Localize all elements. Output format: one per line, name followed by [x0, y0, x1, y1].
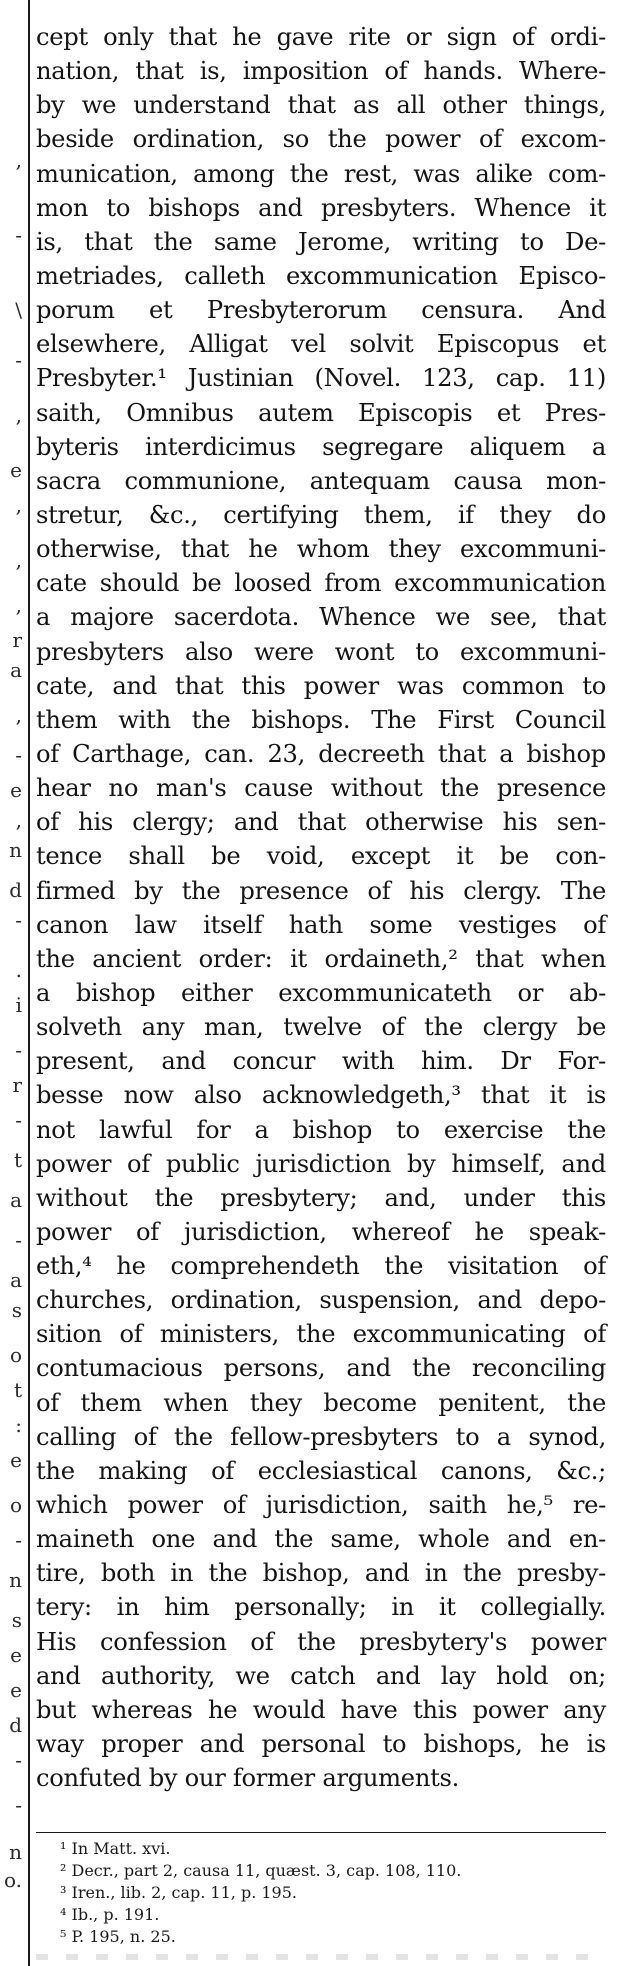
- text-line: of his clergy; and that otherwise his sen-: [36, 808, 606, 837]
- gutter-mark: ,: [15, 495, 22, 515]
- footnote-3: ³ Iren., lib. 2, cap. 11, p. 195.: [60, 1883, 297, 1902]
- gutter-mark: e: [10, 460, 22, 480]
- text-line: mon to bishops and presbyters. Whence it: [36, 193, 606, 222]
- footnote-5: ⁵ P. 195, n. 25.: [60, 1927, 176, 1946]
- gutter-mark: :: [15, 1415, 22, 1435]
- text-line: besse now also acknowledgeth,³ that it is: [36, 1081, 606, 1110]
- column-rule: [28, 0, 30, 1966]
- text-line: metriades, calleth excommunication Episco-: [36, 261, 606, 290]
- text-line: tence shall be void, except it be con-: [36, 842, 606, 871]
- footnotes: [60, 1838, 600, 1948]
- gutter-mark: -: [15, 910, 22, 930]
- text-line: churches, ordination, suspension, and depo-: [36, 1286, 606, 1315]
- text-line: a majore sacerdota. Whence we see, that: [36, 603, 606, 632]
- gutter-mark: -: [15, 1040, 22, 1060]
- footnote-2: ² Decr., part 2, causa 11, quæst. 3, cap. 108, 110.: [60, 1861, 462, 1880]
- text-line: porum et Presbyterorum censura. And: [36, 296, 606, 325]
- text-line: confuted by our former arguments.: [36, 1764, 460, 1793]
- gutter-mark: i: [15, 995, 22, 1015]
- text-line: eth,⁴ he comprehendeth the visitation of: [36, 1252, 606, 1281]
- gutter-mark: ,: [15, 405, 22, 425]
- gutter-mark: t: [13, 1380, 22, 1400]
- text-line: power of public jurisdiction by himself, and: [36, 1149, 606, 1178]
- gutter-mark: -: [15, 1795, 22, 1815]
- text-line: stretur, &c., certifying them, if they do: [36, 500, 606, 529]
- gutter-mark: e: [10, 1680, 22, 1700]
- text-line: calling of the fellow-presbyters to a synod,: [36, 1422, 606, 1451]
- text-line: saith, Omnibus autem Episcopis et Pres-: [36, 398, 606, 427]
- text-line: His confession of the presbytery's power: [36, 1627, 606, 1656]
- body-text: [36, 20, 606, 1795]
- text-line: sacra communione, antequam causa mon-: [36, 466, 606, 495]
- text-line: elsewhere, Alligat vel solvit Episcopus et: [36, 330, 606, 359]
- page-bottom-edge: [36, 1954, 606, 1960]
- gutter-mark: e: [10, 1645, 22, 1665]
- gutter-mark: a: [10, 1190, 22, 1210]
- footnote-1: ¹ In Matt. xvi.: [60, 1839, 171, 1858]
- facing-page-gutter: [0, 0, 26, 1966]
- gutter-mark: -: [15, 1750, 22, 1770]
- gutter-mark: -: [15, 1110, 22, 1130]
- text-line: maineth one and the same, whole and en-: [36, 1525, 606, 1554]
- text-line: tery: in him personally; in it collegially.: [36, 1593, 606, 1622]
- text-line: sition of ministers, the excommunicating of: [36, 1320, 606, 1349]
- gutter-mark: d: [9, 1715, 22, 1735]
- text-line: cate should be loosed from excommunication: [36, 569, 606, 598]
- gutter-mark: -: [15, 350, 22, 370]
- text-line: munication, among the rest, was alike com-: [36, 159, 606, 188]
- footnote-4: ⁴ Ib., p. 191.: [60, 1905, 160, 1924]
- text-line: hear no man's cause without the presence: [36, 774, 606, 803]
- text-line: presbyters also were wont to excommuni-: [36, 637, 606, 666]
- footnote-separator: [36, 1832, 606, 1833]
- gutter-mark: o: [9, 1495, 22, 1515]
- gutter-mark: a: [10, 660, 22, 680]
- text-line: them with the bishops. The First Council: [36, 705, 606, 734]
- gutter-mark: e: [10, 1450, 22, 1470]
- gutter-mark: r: [12, 630, 22, 650]
- text-line: present, and concur with him. Dr For-: [36, 1047, 606, 1076]
- gutter-mark: t: [13, 1150, 22, 1170]
- text-line: is, that the same Jerome, writing to De-: [36, 227, 606, 256]
- gutter-mark: -: [15, 1530, 22, 1550]
- gutter-mark: n: [9, 840, 22, 860]
- text-line: solveth any man, twelve of the clergy be: [36, 1013, 606, 1042]
- gutter-mark: ,: [15, 550, 22, 570]
- text-line: firmed by the presence of his clergy. The: [36, 876, 606, 905]
- gutter-mark: r: [12, 1075, 22, 1095]
- text-line: by we understand that as all other things,: [36, 91, 606, 120]
- gutter-mark: \: [15, 300, 22, 320]
- text-line: otherwise, that he whom they excommuni-: [36, 535, 606, 564]
- text-line: beside ordination, so the power of excom-: [36, 125, 606, 154]
- gutter-mark: ,: [15, 705, 22, 725]
- gutter-mark: a: [10, 1270, 22, 1290]
- text-line: nation, that is, imposition of hands. Where-: [36, 57, 606, 86]
- text-line: which power of jurisdiction, saith he,⁵ re-: [36, 1491, 606, 1520]
- text-line: of Carthage, can. 23, decreeth that a bishop: [36, 739, 606, 768]
- text-line: power of jurisdiction, whereof he speak-: [36, 1217, 606, 1246]
- gutter-mark: d: [9, 880, 22, 900]
- text-line: cate, and that this power was common to: [36, 671, 606, 700]
- gutter-mark: ,: [15, 595, 22, 615]
- gutter-mark: ,: [15, 150, 22, 170]
- text-line: byteris interdicimus segregare aliquem a: [36, 432, 606, 461]
- gutter-mark: s: [11, 1300, 22, 1320]
- text-line: canon law itself hath some vestiges of: [36, 910, 606, 939]
- text-line: without the presbytery; and, under this: [36, 1183, 606, 1212]
- text-line: the making of ecclesiastical canons, &c.;: [36, 1456, 606, 1485]
- text-line: contumacious persons, and the reconciling: [36, 1354, 606, 1383]
- text-line: cept only that he gave rite or sign of ordi-: [36, 23, 606, 51]
- text-line: tire, both in the bishop, and in the presby-: [36, 1559, 606, 1588]
- gutter-mark: o.: [3, 1870, 22, 1890]
- text-line: of them when they become penitent, the: [36, 1388, 606, 1417]
- text-line: Presbyter.¹ Justinian (Novel. 123, cap. 11): [36, 364, 606, 393]
- gutter-mark: .: [15, 960, 22, 980]
- text-line: but whereas he would have this power any: [36, 1695, 606, 1724]
- gutter-mark: -: [15, 745, 22, 765]
- gutter-mark: s: [11, 1610, 22, 1630]
- text-line: the ancient order: it ordaineth,² that when: [36, 944, 606, 973]
- gutter-mark: -: [15, 225, 22, 245]
- gutter-mark: o: [9, 1345, 22, 1365]
- gutter-mark: n: [9, 1842, 22, 1862]
- text-line: and authority, we catch and lay hold on;: [36, 1661, 606, 1690]
- gutter-mark: n: [9, 1570, 22, 1590]
- text-line: a bishop either excommunicateth or ab-: [36, 978, 606, 1007]
- text-line: way proper and personal to bishops, he is: [36, 1730, 606, 1759]
- gutter-mark: ,: [15, 810, 22, 830]
- text-line: not lawful for a bishop to exercise the: [36, 1115, 606, 1144]
- gutter-mark: -: [15, 1230, 22, 1250]
- gutter-mark: e: [10, 780, 22, 800]
